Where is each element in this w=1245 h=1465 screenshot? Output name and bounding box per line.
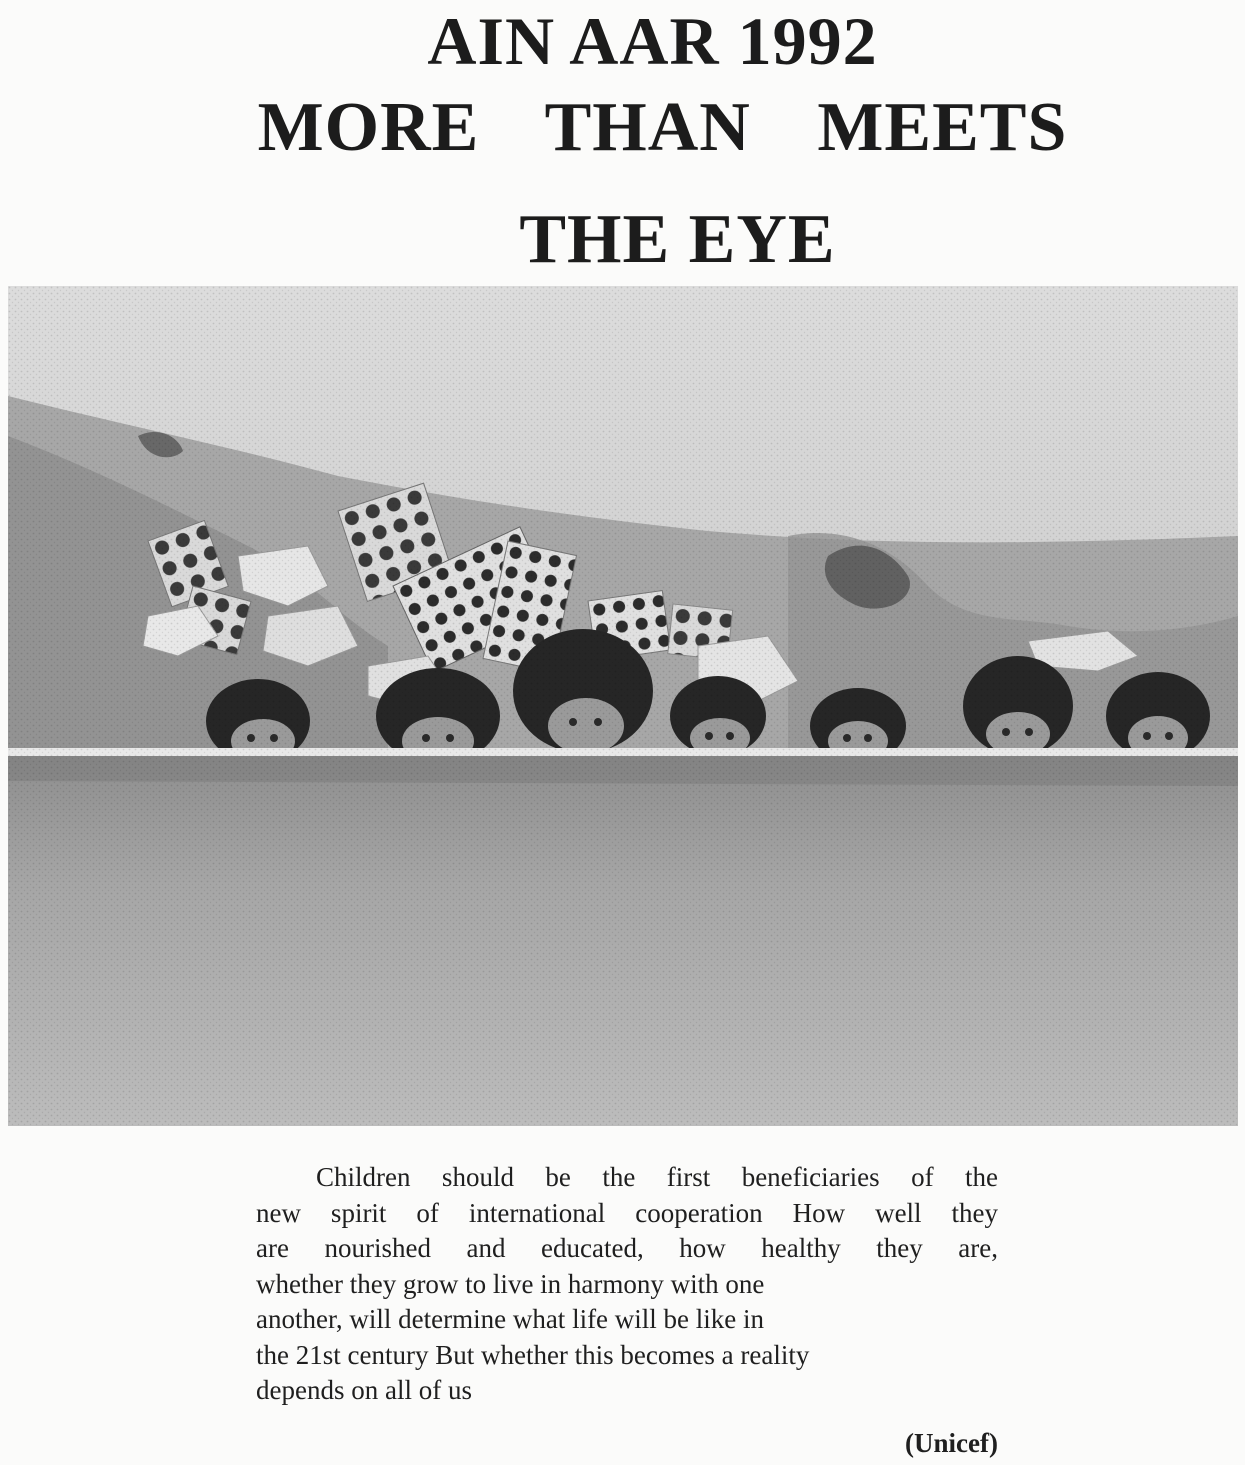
source-credit: (Unicef) [905, 1428, 998, 1458]
body-line: whether they grow to live in harmony with one [256, 1268, 765, 1299]
body-line: the 21st century But whether this becomes a reality [256, 1339, 810, 1370]
body-line: depends on all of us [256, 1375, 472, 1405]
title-line-2: MORE THAN MEETS [257, 89, 1068, 166]
body-paragraph [256, 1160, 998, 1409]
body-line: are nourished and educated, how healthy they are, [256, 1233, 998, 1263]
body-line: Children should be the first beneficiaries of the [316, 1162, 998, 1192]
body-line: new spirit of international cooperation How well they [256, 1197, 998, 1228]
halftone-photo [8, 286, 1238, 1126]
title-line-3: THE EYE [519, 201, 836, 278]
title-line-1: AIN AAR 1992 [427, 3, 878, 79]
body-line: another, will determine what life will be like in [256, 1304, 765, 1334]
